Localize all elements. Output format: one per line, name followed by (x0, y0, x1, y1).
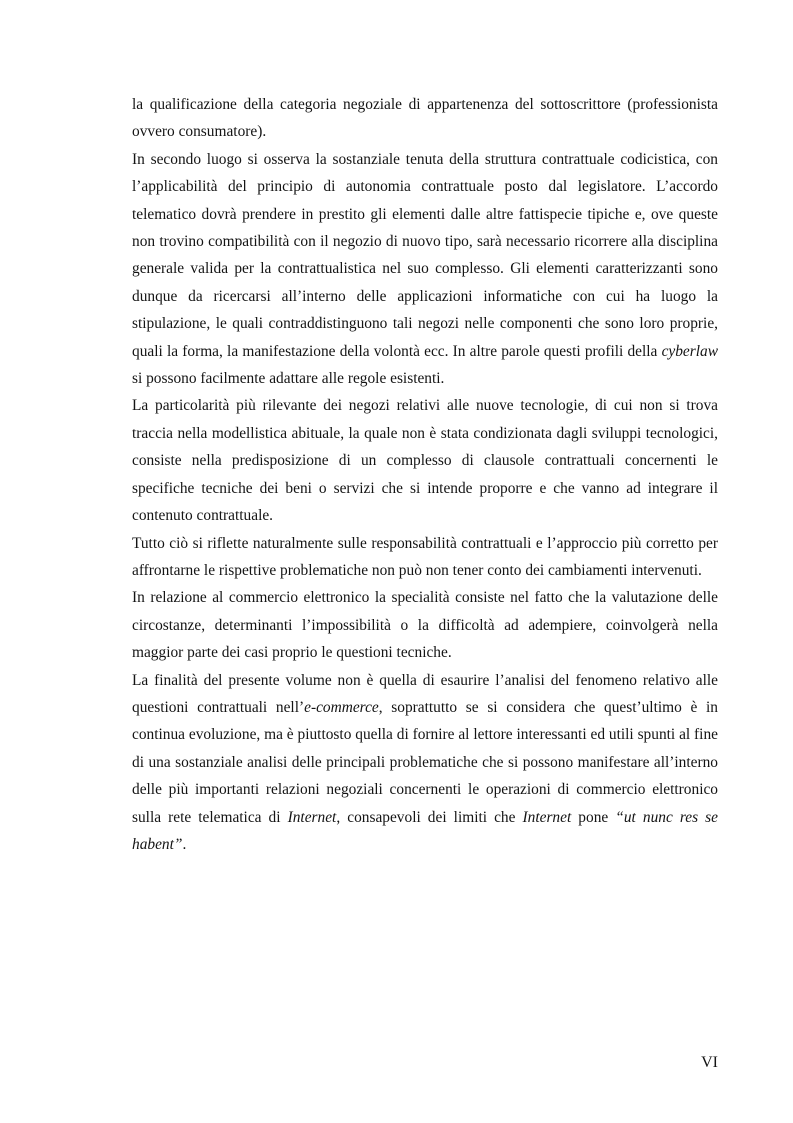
text-run: si possono facilmente adattare alle regole esistenti. (132, 370, 445, 388)
paragraph (132, 146, 718, 393)
paragraph (132, 91, 718, 146)
italic-text: Internet (287, 808, 337, 826)
text-run: la qualificazione della categoria negoziale di appartenenza del sottoscrittore (professionista ovvero consumatore). (132, 96, 718, 141)
text-run: In relazione al commercio elettronico la specialità consiste nel fatto che la valutazione delle circostanze, determinanti l’impossibilità o la difficoltà ad adempiere, coinvolgerà nella maggior parte dei casi proprio le questioni tecniche. (132, 589, 718, 662)
paragraph (132, 530, 718, 585)
text-run: In secondo luogo si osserva la sostanziale tenuta della struttura contrattuale codicistica, con l’applicabilità del principio di autonomia contrattuale posto dal legislatore. L’accordo telematico dovrà prendere in prestito gli elementi dalle altre fattispecie tipiche e, ove queste non trovino compatibilità con il negozio di nuovo tipo, sarà necessario ricorrere alla disciplina generale valida per la contrattualistica nel suo complesso. Gli elementi caratterizzanti sono dunque da ricercarsi all’interno delle applicazioni informatiche con cui ha luogo la stipulazione, le quali contraddistinguono tali negozi nelle componenti che sono loro proprie, quali la forma, la manifestazione della volontà ecc. In altre parole questi profili della (132, 150, 718, 360)
text-run: La particolarità più rilevante dei negozi relativi alle nuove tecnologie, di cui non si trova traccia nella modellistica abituale, la quale non è stata condizionata dagli sviluppi tecnologici, consiste nella predisposizione di un complesso di clausole contrattuali concernenti le specifiche tecniche dei beni o servizi che si intende proporre e che vanno ad integrare il contenuto contrattuale. (132, 397, 718, 525)
paragraph (132, 584, 718, 666)
paragraph (132, 667, 718, 859)
text-run: La finalità del presente volume non è quella di esaurire l’analisi del fenomeno relativo alle questioni contrattuali nell’ (132, 671, 718, 716)
text-run: Tutto ciò si riflette naturalmente sulle responsabilità contrattuali e l’approccio più corretto per affrontarne le rispettive problematiche non può non tener conto dei cambiamenti intervenuti. (132, 534, 718, 579)
italic-text: Internet (522, 808, 572, 826)
body-text (132, 91, 718, 858)
italic-text: cyberlaw (661, 342, 718, 360)
text-run: . (182, 835, 187, 853)
italic-text: e-commerce (304, 698, 379, 716)
text-run: , soprattutto se si considera che quest’ultimo è in continua evoluzione, ma è piuttosto quella di fornire al lettore interessanti ed utili spunti al fine di una sostanziale analisi delle principali problematiche che si possono manifestare all’interno delle più importanti relazioni negoziali concernenti le operazioni di commercio elettronico sulla rete telematica di (132, 698, 718, 826)
text-run: pone (571, 808, 616, 826)
italic-text: “ut nunc res se habent” (132, 808, 718, 853)
paragraph (132, 392, 718, 529)
page-number: VI (701, 1054, 718, 1071)
text-run: , consapevoli dei limiti che (336, 808, 523, 826)
